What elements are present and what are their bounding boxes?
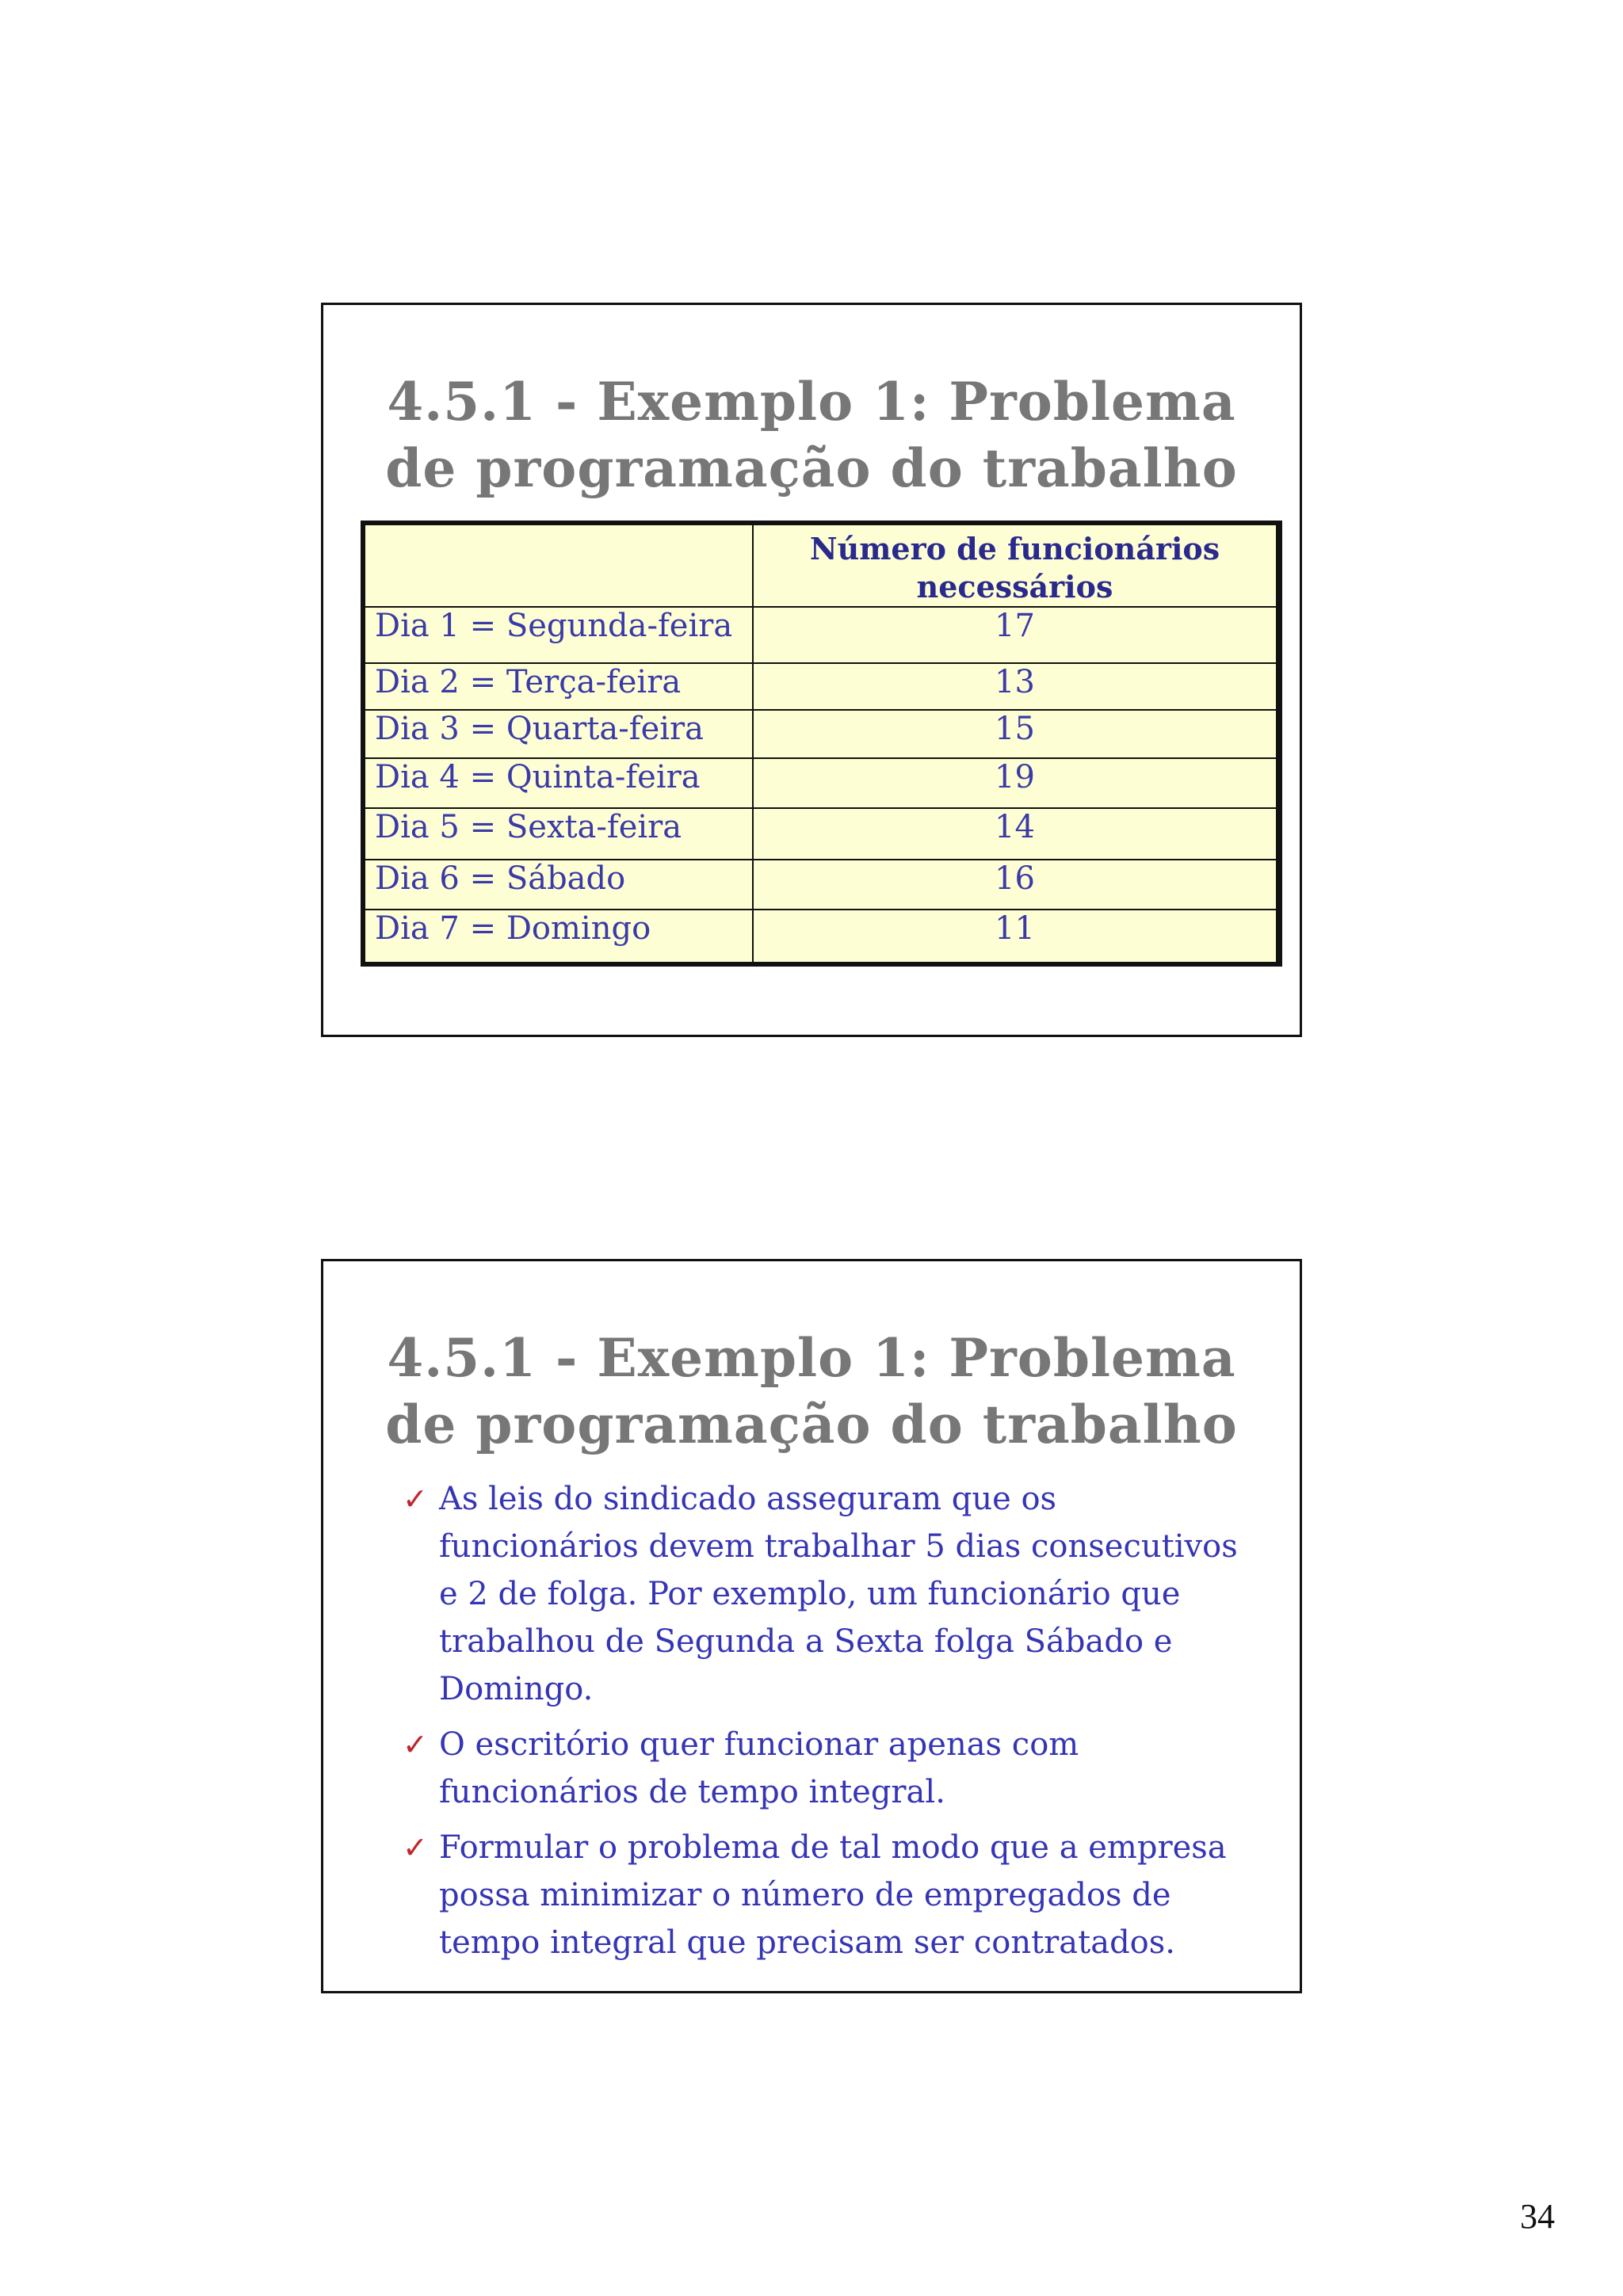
slide-1-title xyxy=(323,368,1300,502)
slide-2 xyxy=(321,1259,1302,1993)
table-row xyxy=(365,860,1277,910)
slide-2-title-line-1: 4.5.1 - Exemplo 1: Problema xyxy=(387,1327,1236,1389)
header-day-cell xyxy=(365,524,753,607)
table-row xyxy=(365,607,1277,663)
check-icon: ✓ xyxy=(403,1830,428,1865)
day-cell: Dia 5 = Sexta-feira xyxy=(365,808,753,860)
day-cell: Dia 3 = Quarta-feira xyxy=(365,710,753,758)
day-cell: Dia 4 = Quinta-feira xyxy=(365,758,753,808)
day-cell: Dia 2 = Terça-feira xyxy=(365,663,753,710)
slide-1-title-line-2: de programação do trabalho xyxy=(385,437,1238,499)
employee-requirements-table xyxy=(361,521,1282,967)
day-cell: Dia 7 = Domingo xyxy=(365,910,753,963)
bullet-item xyxy=(403,1475,1258,1713)
value-cell: 15 xyxy=(753,710,1277,758)
header-value-cell: Número de funcionários necessários xyxy=(753,524,1277,607)
table-row xyxy=(365,710,1277,758)
value-cell: 11 xyxy=(753,910,1277,963)
slide-2-title xyxy=(323,1325,1300,1458)
table-row xyxy=(365,910,1277,963)
bullet-text: Formular o problema de tal modo que a empresa possa minimizar o número de empregados de tempo integral que precisam ser contratados. xyxy=(439,1829,1227,1961)
page-number: 34 xyxy=(1520,2197,1555,2236)
bullet-text: O escritório quer funcionar apenas com funcionários de tempo integral. xyxy=(439,1726,1079,1810)
day-cell: Dia 6 = Sábado xyxy=(365,860,753,910)
value-cell: 14 xyxy=(753,808,1277,860)
bullet-text: As leis do sindicado asseguram que os funcionários devem trabalhar 5 dias consecutivos e 2 de folga. Por exemplo, um funcionário que trabalhou de Segunda a Sexta folga Sábado e Domingo. xyxy=(439,1481,1238,1707)
value-cell: 19 xyxy=(753,758,1277,808)
bullet-item xyxy=(403,1721,1258,1816)
value-cell: 16 xyxy=(753,860,1277,910)
check-icon: ✓ xyxy=(403,1727,428,1762)
check-icon: ✓ xyxy=(403,1482,428,1516)
slide-1-title-line-1: 4.5.1 - Exemplo 1: Problema xyxy=(387,371,1236,433)
bullet-item xyxy=(403,1824,1258,1966)
table-row xyxy=(365,663,1277,710)
slide-1 xyxy=(321,303,1302,1037)
value-cell: 17 xyxy=(753,607,1277,663)
slide-2-title-line-2: de programação do trabalho xyxy=(385,1394,1238,1455)
day-cell: Dia 1 = Segunda-feira xyxy=(365,607,753,663)
bullet-list xyxy=(403,1475,1258,1974)
value-cell: 13 xyxy=(753,663,1277,710)
table-row xyxy=(365,758,1277,808)
table-row xyxy=(365,808,1277,860)
table-header-row xyxy=(365,524,1277,607)
